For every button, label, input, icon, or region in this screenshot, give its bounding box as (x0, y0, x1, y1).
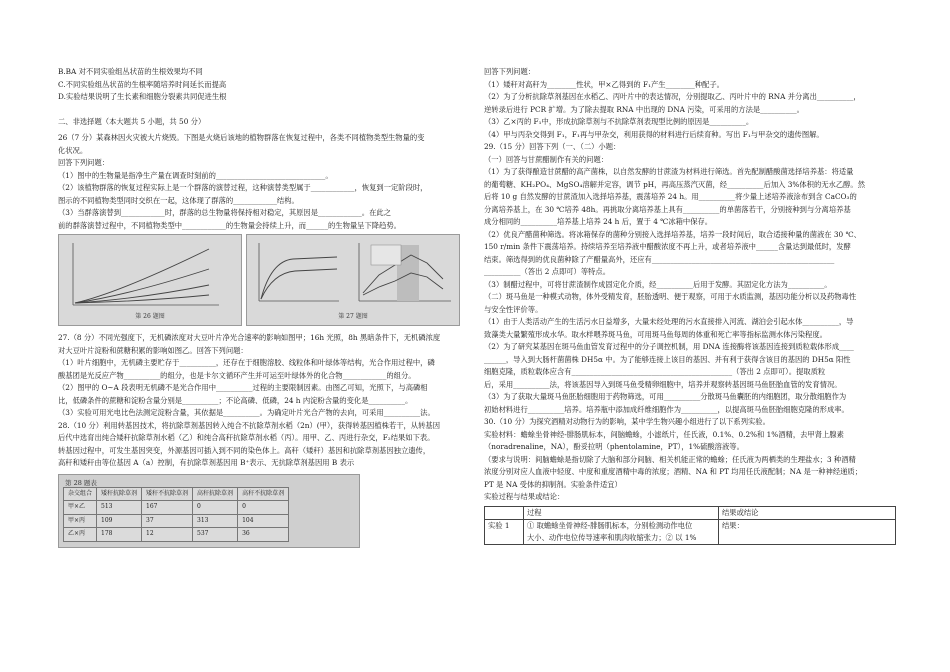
body-line: （3）制醋过程中，可将甘蔗渣制作成固定化介质，经__________后用于发酵。其固定化方法为__________。 (484, 279, 832, 289)
body-line: PT 是 NA 受体的抑制剂。实验条件适宜） (484, 479, 622, 489)
body-line: （1）为了获得酿造甘蔗醋的高产菌株，以自然发酵的甘蔗渣为材料进行筛选。首先配制醋酸菌选择培养基：将适量 (484, 167, 854, 176)
q27-line: 27.（8 分）不同光强度下，无机磷浓度对大豆叶片净光合速率的影响如图甲；16h 光照，8h 黑暗条件下，无机磷浓度 (58, 333, 441, 342)
body-line: 浓度分别对应人血液中轻度、中度和重度酒精中毒的浓度；酒精、NA 和 PT 均用任氏液配制；NA 是一种神经递质； (484, 467, 863, 476)
right-text-block (484, 66, 896, 504)
q27-line: 对大豆叶片淀粉和蔗糖积累的影响如图乙。回答下列问题： (58, 345, 248, 355)
body-line: （2）优良产醋菌种筛选。将冰箱保存的菌种分别接入选择培养基，培养一段时间后，取合适接种量的菌液在 30 ℃、 (484, 229, 861, 239)
option-d: D.实验结果说明了生长素和细胞分裂素共同促进生根 (58, 92, 227, 101)
process-line: 大小、动作电位传导速率和肌肉收缩张力；② 以 1% (527, 532, 697, 542)
body-line: （1）矮秆对高秆为________性状，甲×乙得到的 F₁产生________种配子。 (484, 79, 724, 89)
process-line: ① 取蟾蜍坐骨神经-腓肠肌标本，分别检测动作电位 (527, 520, 693, 530)
body-line: 的葡萄糖、KH₂PO₄、MgSO₄溶解并定容，调节 pH，再高压蒸汽灭菌，经__________后加入 3%体积的无水乙醇。然 (484, 179, 866, 189)
table-row (64, 487, 289, 501)
left-column (58, 0, 460, 548)
experiment-label: 实验 1 (485, 519, 524, 544)
table-header-cell: 结果或结论 (719, 506, 896, 519)
body-line: 回答下列问题： (484, 67, 536, 76)
body-line: 逆转录后进行 PCR 扩增。为了除去提取 RNA 中出现的 DNA 污染，可采用的方法是__________。 (484, 104, 804, 114)
table-header-cell: 过程 (524, 506, 719, 519)
q26-line: 图示的不同植物类型同时交织在一起，这体现了群落的____________结构。 (58, 195, 299, 205)
q28-line: 转基因过程中，可发生基因突变，外源基因可插入到不同的染色体上。高秆（矮秆）基因和抗除草剂基因独立遗传， (58, 445, 431, 455)
option-c: C.不同实验组丛状苗的生根率随培养时间延长而提高 (58, 79, 227, 89)
table-cell: 178 (97, 528, 142, 542)
body-line: （1）由于人类活动产生的生活污水日益增多，大量未经处理的污水直接排入河流、湖泊会引起水体__________，导 (484, 317, 854, 326)
figure-27 (246, 234, 460, 326)
option-b: B.BA 对不同实验组丛状苗的生根效果均不同 (58, 67, 203, 76)
right-column (484, 0, 896, 545)
table-row (64, 501, 289, 515)
body-line: （一）回答与甘蔗醋制作有关的问题： (484, 154, 609, 164)
body-line: （3）乙×丙的 F₁中，形成抗除草剂与不抗除草剂表现型比例的原因是__________。 (484, 117, 754, 126)
body-line: ______，导入到大肠杆菌菌株 DH5α 中。为了能够连接上该目的基因、并有利于获得含该目的基因的 DH5α 阳性 (484, 354, 851, 364)
body-line: 29.（15 分）回答下列（一、（二）小题： (484, 142, 621, 151)
table-cell: 甲×丙 (64, 514, 97, 528)
body-line: （3）为了获取大量斑马鱼胚胎细胞用于药物筛选，可用__________分散斑马鱼囊胚的内细胞团，取分散细胞作为 (484, 392, 847, 401)
q26-line: （3）当群落演替到____________时，群落的总生物量将保持相对稳定，其原因是____________。在此之 (58, 208, 391, 217)
body-line: 结束。筛选得到的优良菌种除了产醋量高外，还应有__________________________________________________ (484, 254, 835, 264)
body-line: 成分相同的__________培养基上培养 24 h 后，置于 4 ℃冰箱中保存。 (484, 217, 713, 226)
experiment-table (484, 506, 896, 545)
body-line: 分离培养基上，在 30 ℃培养 48h。再挑取分离培养基上具有__________的单菌落若干，分别接种到与分离培养基 (484, 204, 851, 214)
q27-line: 酸基团是光反应产物__________的组分，也是卡尔文循环产生并可运至叶绿体外的化合物____________的组分。 (58, 370, 416, 380)
table-cell: 12 (142, 528, 193, 542)
q28-line: 28.（10 分）利用转基因技术，将抗除草剂基因转入纯合不抗除草剂水稻（2n）(甲），获得转基因植株若干，从转基因 (58, 420, 440, 430)
body-line: （noradrenaline，NA），酚妥拉明（phentolamine，PT），1%硫酸溶液等。 (484, 442, 744, 451)
q28-table (63, 487, 289, 542)
body-line: 实验材料：蟾蜍坐骨神经-腓肠肌标本，间脑蟾蜍，小滤纸片，任氏液，0.1%、0.2%和 1%酒精，去甲肾上腺素 (484, 429, 844, 439)
table-row (64, 514, 289, 528)
q26-line: （1）图中的生物量是指净生产量在调查时刻前的______________________________。 (58, 170, 333, 180)
body-line: 致藻类大量繁殖形成水华。取水样喂养斑马鱼，可用斑马鱼每周的体重和死亡率等指标监测水体污染程度。 (484, 329, 827, 339)
table-header-cell: 高秆不抗除草剂 (238, 487, 289, 501)
table-cell: 0 (193, 501, 238, 515)
body-line: 细胞克隆，质粒载体应含有____________________________________________（答出 2 点即可）。提取质粒 (484, 367, 826, 376)
table-header-cell: 矮秆抗除草剂 (97, 487, 142, 501)
table-header-cell (485, 506, 524, 519)
figure-26 (58, 234, 242, 326)
table-row (485, 519, 896, 544)
q26-line: （2）该植物群落的恢复过程实际上是一个群落的演替过程，这种演替类型属于____________，恢复到一定阶段时， (58, 183, 428, 192)
table-header-cell: 高秆抗除草剂 (193, 487, 238, 501)
table-row (64, 528, 289, 542)
body-line: （2）为了研究某基因在斑马鱼血管发育过程中的分子调控机制，用 DNA 连接酶将该基因连接到质粒载体形成____ (484, 342, 854, 351)
table-cell: 36 (238, 528, 289, 542)
table-header-cell: 杂交组合 (64, 487, 97, 501)
table-cell: 37 (142, 514, 193, 528)
body-line: 后将 10 g 自然发酵的甘蔗渣加入选择培养基，震荡培养 24 h。用__________将少量上述培养液涂布到含 CaCO₃的 (484, 192, 857, 201)
table-cell: 167 (142, 501, 193, 515)
body-line: 与安全性评价等。 (484, 304, 543, 314)
q28-line: 后代中选育出纯合矮秆抗除草剂水稻（乙）和纯合高秆抗除草剂水稻（丙）。用甲、乙、丙进行杂交，F₂结果如下表。 (58, 433, 435, 442)
table-cell: 513 (97, 501, 142, 515)
experiment-process (524, 519, 719, 544)
figures-row (58, 234, 460, 330)
experiment-result: 结果： (719, 519, 896, 544)
body-line: 初始材料进行__________培养。培养瓶中添加成纤维细胞作为__________，以提高斑马鱼胚胎细胞克隆的形成率。 (484, 404, 849, 414)
body-line: 30.（10 分）为探究酒精对动物行为的影响，某中学生物兴趣小组进行了以下系列实验。 (484, 417, 770, 426)
q28-table-image (58, 474, 360, 548)
body-line: 150 r/min 条件下震荡培养。持续培养至培养液中醋酸浓度不再上升，或者培养液中______含量达到最低时，发酵 (484, 242, 851, 251)
body-line: 后，采用__________法，将该基因导入到斑马鱼受精卵细胞中，培养并观察转基因斑马鱼胚胎血管的发育情况。 (484, 379, 842, 389)
q27-line: （1）叶片细胞中，无机磷主要贮存于__________，还存在于细胞溶胶、线粒体和叶绿体等结构，光合作用过程中，磷 (58, 358, 435, 367)
table-cell: 甲×乙 (64, 501, 97, 515)
body-line: （2）为了分析抗除草剂基因在水稻乙、丙叶片中的表达情况，分别提取乙、丙叶片中的 RNA 并分离出__________， (484, 92, 861, 101)
body-line: __________（答出 2 点即可）等特点。 (484, 267, 611, 276)
section-title: 二、非选择题（本大题共 5 小题，共 50 分） (58, 116, 206, 126)
q27-line: （3）实验可用光电比色法测定淀粉含量，其依据是__________。为确定叶片光合产物的去向，可采用__________法。 (58, 408, 435, 417)
q28-table-title: 第 28 题表 (65, 478, 97, 487)
body-line: （要求与说明：间脑蟾蜍是指切除了大脑和部分间脑、相关机能正常的蟾蜍；任氏液为两栖类的生理盐水；3 种酒精 (484, 454, 856, 464)
q26-line: 化状况。 (58, 145, 88, 155)
body-line: （4）甲与丙杂交得到 F₁，F₁再与甲杂交，利用获得的材料进行后续育种。写出 F₁与甲杂交的遗传图解。 (484, 129, 824, 139)
table-row (485, 506, 896, 519)
figure-26-caption: 第 26 题图 (135, 312, 165, 320)
table-cell: 乙×丙 (64, 528, 97, 542)
table-cell: 104 (238, 514, 289, 528)
q26-line: 回答下列问题： (58, 158, 110, 167)
q28-line: 高秆和矮秆由等位基因 A（a）控制，有抗除草剂基因用 B⁺表示、无抗除草剂基因用 B 表示 (58, 458, 355, 467)
q26-line: 前的群落演替过程中，不同植物类型中____________的生物量会持续上升，而______的生物量呈下降趋势。 (58, 220, 401, 230)
table-cell: 313 (193, 514, 238, 528)
body-line: 实验过程与结果或结论： (484, 492, 565, 501)
figure-27-caption: 第 27 题图 (338, 312, 368, 320)
table-cell: 109 (97, 514, 142, 528)
q27-line: 比，低磷条件的蔗糖和淀粉含量分别是__________；不论高磷、低磷，24 h 内淀粉含量的变化是__________。 (58, 395, 413, 405)
q26-line: 26（7 分）某森林因火灾被大片烧毁。下图是火烧后该地的植物群落在恢复过程中，各类不同植物类型生物量的变 (58, 133, 425, 142)
q27-line: （2）图甲的 O~A 段表明无机磷不是光合作用中__________过程的主要限制因素。由图乙可知，光照下，与高磷相 (58, 383, 428, 392)
table-cell: 537 (193, 528, 238, 542)
table-header-cell: 矮秆不抗除草剂 (142, 487, 193, 501)
table-cell: 0 (238, 501, 289, 515)
body-line: （二）斑马鱼是一种模式动物，体外受精发育，胚胎透明、便于观察，可用于水质监测，基因功能分析以及药物毒性 (484, 292, 857, 301)
